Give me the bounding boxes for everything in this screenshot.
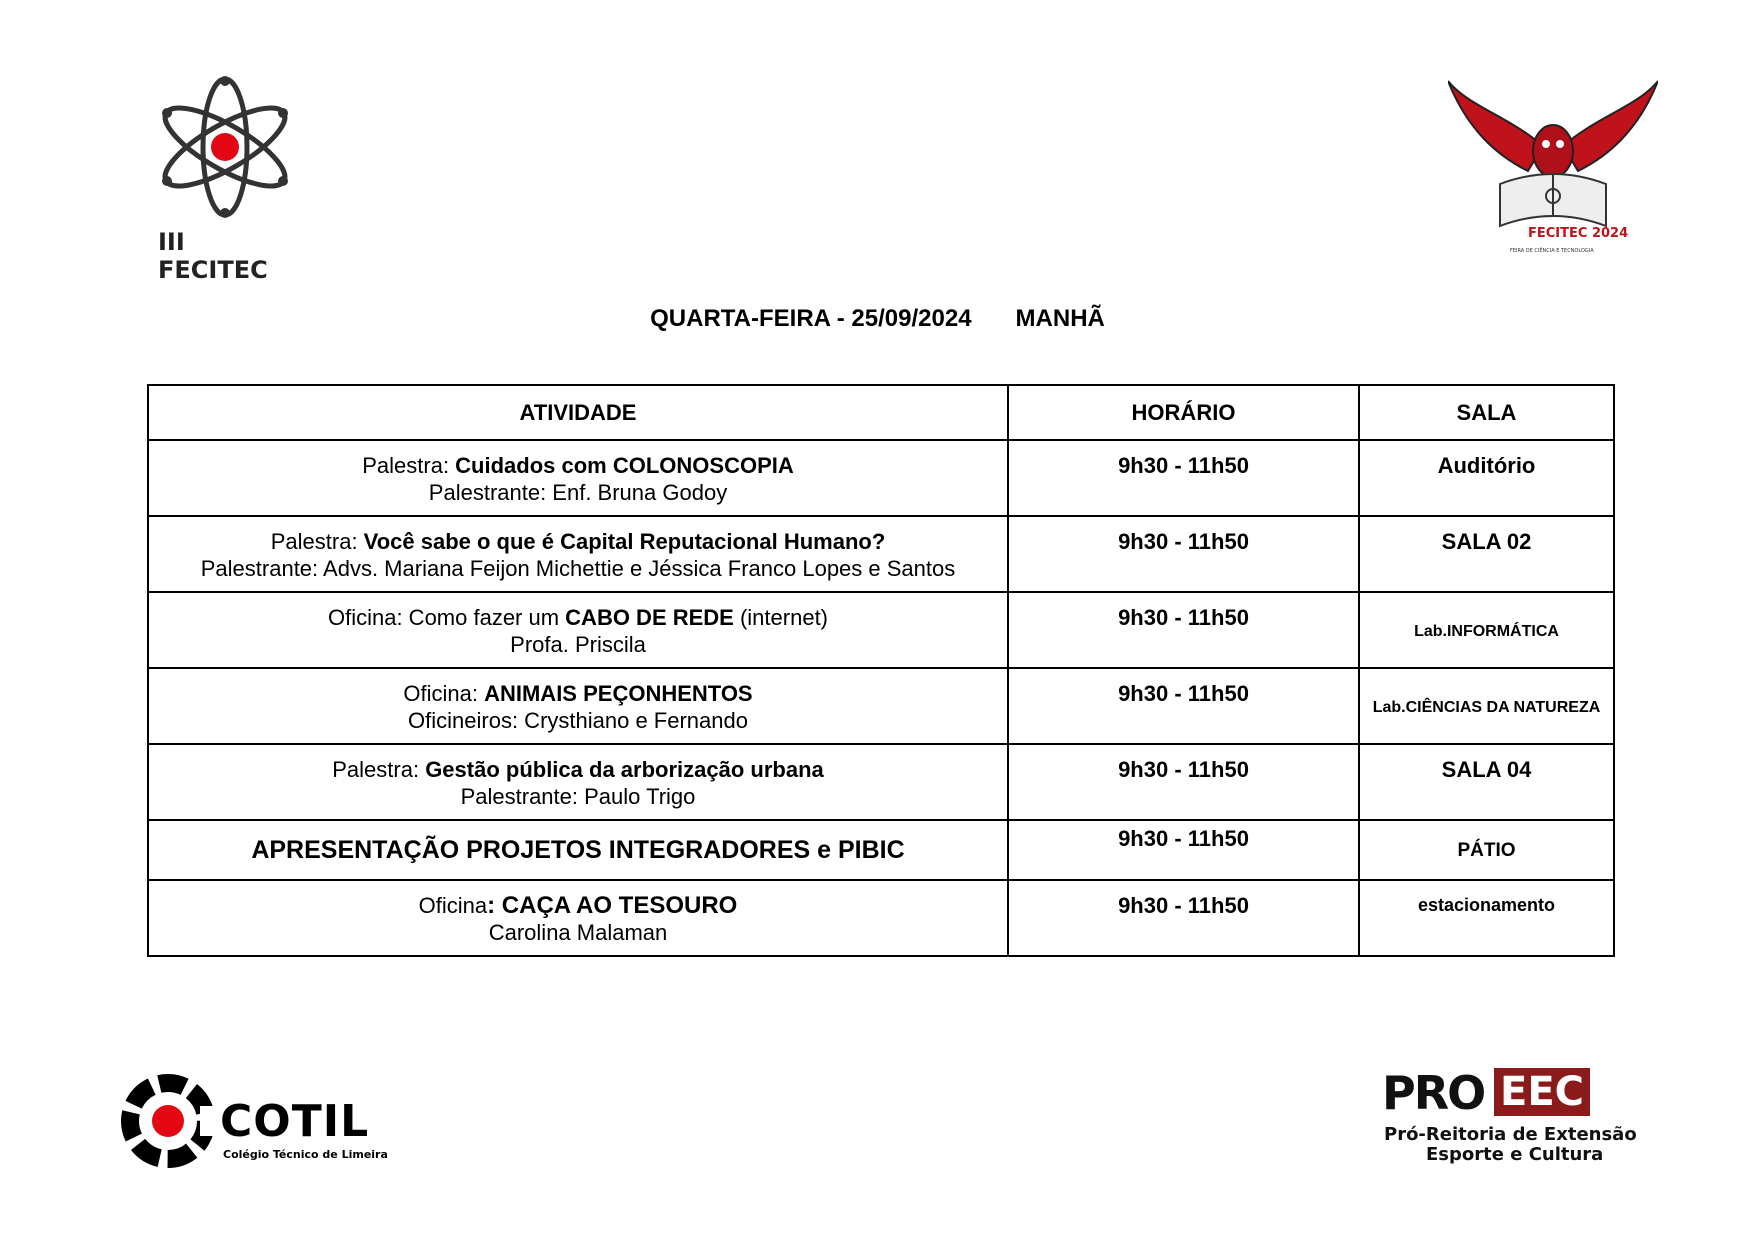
- room-cell: Auditório: [1359, 440, 1614, 516]
- room-cell: estacionamento: [1359, 880, 1614, 956]
- owl-logo: [1448, 76, 1658, 266]
- activity-cell: Oficina: Como fazer um CABO DE REDE (internet) Profa. Priscila: [148, 592, 1008, 668]
- owl-logo-text: FECITEC 2024: [1528, 226, 1629, 241]
- heading-day: QUARTA-FEIRA - 25/09/2024: [650, 305, 972, 332]
- activity-cell: Palestra: Você sabe o que é Capital Reputacional Humano? Palestrante: Advs. Mariana Feijon Michettie e Jéssica Franco Lopes e Santos: [148, 516, 1008, 592]
- heading-period: MANHÃ: [1015, 305, 1105, 332]
- fecitec-logo: [150, 72, 300, 284]
- room-cell: PÁTIO: [1359, 820, 1614, 880]
- room-cell: SALA 04: [1359, 744, 1614, 820]
- owl-logo-subtext: FEIRA DE CIÊNCIA E TECNOLOGIA: [1510, 248, 1594, 254]
- time-cell: 9h30 - 11h50: [1008, 820, 1359, 880]
- activity-cell: APRESENTAÇÃO PROJETOS INTEGRADORES e PIBIC: [148, 820, 1008, 880]
- cotil-emblem-icon: [120, 1066, 216, 1176]
- time-cell: 9h30 - 11h50: [1008, 440, 1359, 516]
- activity-cell: Palestra: Gestão pública da arborização urbana Palestrante: Paulo Trigo: [148, 744, 1008, 820]
- fecitec-logo-text: III FECITEC: [158, 228, 268, 284]
- header-sala: SALA: [1359, 385, 1614, 440]
- cotil-logo-name: COTIL: [220, 1096, 370, 1147]
- time-cell: 9h30 - 11h50: [1008, 744, 1359, 820]
- time-cell: 9h30 - 11h50: [1008, 880, 1359, 956]
- table-row: [148, 744, 1614, 820]
- proeec-logo-pro: PRO: [1382, 1066, 1485, 1120]
- proeec-logo-line1: Pró-Reitoria de Extensão: [1384, 1124, 1637, 1145]
- room-cell: SALA 02: [1359, 516, 1614, 592]
- atom-icon: [150, 72, 300, 222]
- schedule-table: [147, 384, 1615, 957]
- table-row: [148, 820, 1614, 880]
- table-row: [148, 440, 1614, 516]
- proeec-logo-eec: EEC: [1494, 1068, 1590, 1116]
- table-row: [148, 668, 1614, 744]
- header-horario: HORÁRIO: [1008, 385, 1359, 440]
- room-cell: Lab.CIÊNCIAS DA NATUREZA: [1359, 668, 1614, 744]
- table-row: [148, 516, 1614, 592]
- activity-cell: Palestra: Cuidados com COLONOSCOPIA Palestrante: Enf. Bruna Godoy: [148, 440, 1008, 516]
- table-row: [148, 880, 1614, 956]
- time-cell: 9h30 - 11h50: [1008, 668, 1359, 744]
- page-heading: [0, 305, 1755, 333]
- table-row: [148, 592, 1614, 668]
- cotil-logo: [120, 1066, 400, 1186]
- cotil-logo-subtitle: Colégio Técnico de Limeira: [223, 1148, 388, 1161]
- proeec-logo: [1382, 1066, 1682, 1176]
- activity-cell: Oficina: CAÇA AO TESOURO Carolina Malaman: [148, 880, 1008, 956]
- time-cell: 9h30 - 11h50: [1008, 592, 1359, 668]
- activity-cell: Oficina: ANIMAIS PEÇONHENTOS Oficineiros: Crysthiano e Fernando: [148, 668, 1008, 744]
- room-cell: Lab.INFORMÁTICA: [1359, 592, 1614, 668]
- proeec-logo-line2: Esporte e Cultura: [1426, 1144, 1604, 1165]
- time-cell: 9h30 - 11h50: [1008, 516, 1359, 592]
- table-header-row: [148, 385, 1614, 440]
- header-atividade: ATIVIDADE: [148, 385, 1008, 440]
